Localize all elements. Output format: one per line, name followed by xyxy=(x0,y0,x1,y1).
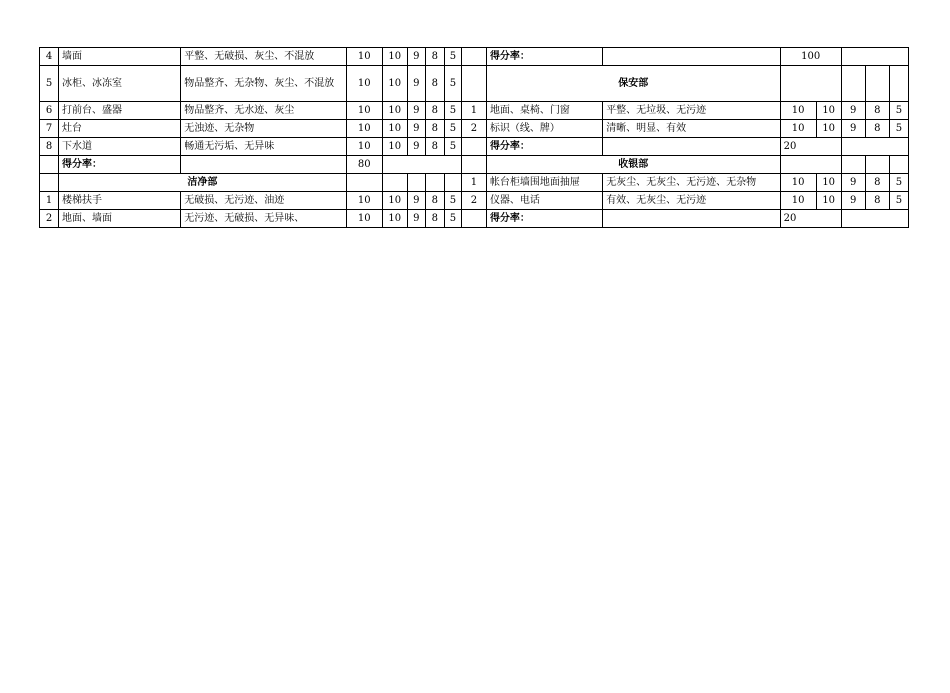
right-empty-cell xyxy=(461,156,486,174)
left-item-name: 打前台、盛器 xyxy=(59,102,181,120)
right-item-name: 地面、桌椅、门窗 xyxy=(486,102,602,120)
left-score: 9 xyxy=(407,192,425,210)
right-item-standard: 平整、无垃圾、无污迹 xyxy=(603,102,780,120)
right-empty-cell xyxy=(603,138,780,156)
right-item-number: 1 xyxy=(461,174,486,192)
left-score: 10 xyxy=(382,192,407,210)
right-score-rate-label: 得分率： xyxy=(486,138,602,156)
right-score: 9 xyxy=(841,174,865,192)
left-score: 8 xyxy=(425,120,444,138)
right-score: 10 xyxy=(780,120,816,138)
left-item-number: 2 xyxy=(40,210,59,228)
left-item-standard: 畅通无污垢、无异味 xyxy=(181,138,346,156)
left-score: 5 xyxy=(444,210,461,228)
left-empty-cell xyxy=(40,156,59,174)
right-score: 10 xyxy=(816,174,841,192)
left-empty-cell xyxy=(346,174,382,192)
left-item-name: 地面、墙面 xyxy=(59,210,181,228)
right-score: 10 xyxy=(816,192,841,210)
left-score: 5 xyxy=(444,192,461,210)
left-score: 10 xyxy=(382,48,407,66)
right-score: 5 xyxy=(889,120,908,138)
left-item-number: 8 xyxy=(40,138,59,156)
left-empty-cell xyxy=(382,156,461,174)
right-score-rate-label: 得分率： xyxy=(486,210,602,228)
right-score-rate-value: 20 xyxy=(780,210,841,228)
right-score: 5 xyxy=(889,102,908,120)
left-item-number: 1 xyxy=(40,192,59,210)
right-item-number: 2 xyxy=(461,192,486,210)
right-empty-cell xyxy=(889,156,908,174)
left-score: 10 xyxy=(346,192,382,210)
right-section-header-security: 保安部 xyxy=(486,66,780,102)
right-score-rate-label: 得分率： xyxy=(486,48,602,66)
table-row xyxy=(40,102,909,120)
left-score: 10 xyxy=(382,210,407,228)
right-empty-cell xyxy=(780,156,841,174)
right-empty-cell xyxy=(889,66,908,102)
left-score: 8 xyxy=(425,192,444,210)
right-score: 10 xyxy=(780,192,816,210)
table-row xyxy=(40,66,909,102)
left-score: 10 xyxy=(382,66,407,102)
left-score: 10 xyxy=(382,120,407,138)
table-row xyxy=(40,138,909,156)
left-item-name: 墙面 xyxy=(59,48,181,66)
right-score: 5 xyxy=(889,174,908,192)
left-empty-cell xyxy=(181,156,346,174)
right-empty-cell xyxy=(603,210,780,228)
left-score: 10 xyxy=(346,138,382,156)
right-empty-cell xyxy=(603,48,780,66)
right-score: 10 xyxy=(780,102,816,120)
left-score-rate-label: 得分率： xyxy=(59,156,181,174)
left-score: 8 xyxy=(425,48,444,66)
right-score: 10 xyxy=(816,102,841,120)
left-empty-cell xyxy=(40,174,59,192)
left-score: 5 xyxy=(444,120,461,138)
right-empty-cell xyxy=(841,156,865,174)
right-item-standard: 有效、无灰尘、无污迹 xyxy=(603,192,780,210)
left-item-name: 灶台 xyxy=(59,120,181,138)
right-score: 10 xyxy=(780,174,816,192)
left-section-header-cleaning: 洁净部 xyxy=(59,174,347,192)
left-item-number: 4 xyxy=(40,48,59,66)
left-score: 9 xyxy=(407,48,425,66)
table-row xyxy=(40,48,909,66)
left-score: 10 xyxy=(346,210,382,228)
right-score: 9 xyxy=(841,192,865,210)
left-item-standard: 物品整齐、无杂物、灰尘、不混放 xyxy=(181,66,346,102)
left-item-name: 下水道 xyxy=(59,138,181,156)
left-score: 5 xyxy=(444,48,461,66)
right-item-name: 仪器、电话 xyxy=(486,192,602,210)
right-section-header-cashier: 收银部 xyxy=(486,156,780,174)
left-score: 10 xyxy=(382,102,407,120)
right-empty-cell xyxy=(841,66,865,102)
left-score: 9 xyxy=(407,102,425,120)
right-item-name: 帐台柜墙围地面抽屉 xyxy=(486,174,602,192)
right-score: 8 xyxy=(865,174,889,192)
left-score: 5 xyxy=(444,102,461,120)
left-empty-cell xyxy=(382,174,407,192)
right-score: 9 xyxy=(841,102,865,120)
left-score: 9 xyxy=(407,138,425,156)
right-score-rate-value: 100 xyxy=(780,48,841,66)
table-row xyxy=(40,210,909,228)
right-score: 10 xyxy=(816,120,841,138)
left-item-standard: 平整、无破损、灰尘、不混放 xyxy=(181,48,346,66)
inspection-score-table xyxy=(39,47,909,228)
left-score: 8 xyxy=(425,210,444,228)
right-empty-cell xyxy=(461,210,486,228)
left-item-name: 冰柜、冰冻室 xyxy=(59,66,181,102)
left-score: 10 xyxy=(346,66,382,102)
left-item-number: 6 xyxy=(40,102,59,120)
left-score: 10 xyxy=(346,102,382,120)
left-item-standard: 无浊迹、无杂物 xyxy=(181,120,346,138)
table-row xyxy=(40,174,909,192)
left-score: 10 xyxy=(346,120,382,138)
right-score: 8 xyxy=(865,192,889,210)
left-item-number: 5 xyxy=(40,66,59,102)
left-score: 8 xyxy=(425,138,444,156)
right-score: 5 xyxy=(889,192,908,210)
left-item-number: 7 xyxy=(40,120,59,138)
left-empty-cell xyxy=(444,174,461,192)
right-empty-cell xyxy=(865,66,889,102)
left-score-rate-value: 80 xyxy=(346,156,382,174)
right-item-number: 1 xyxy=(461,102,486,120)
left-score: 5 xyxy=(444,66,461,102)
left-score: 8 xyxy=(425,102,444,120)
right-empty-cell xyxy=(780,66,841,102)
right-item-standard: 清晰、明显、有效 xyxy=(603,120,780,138)
left-score: 9 xyxy=(407,66,425,102)
right-empty-cell xyxy=(461,138,486,156)
right-empty-cell xyxy=(841,210,908,228)
right-item-number: 2 xyxy=(461,120,486,138)
left-score: 10 xyxy=(382,138,407,156)
left-score: 10 xyxy=(346,48,382,66)
right-score: 9 xyxy=(841,120,865,138)
left-empty-cell xyxy=(407,174,425,192)
right-empty-cell xyxy=(461,66,486,102)
left-score: 5 xyxy=(444,138,461,156)
left-score: 8 xyxy=(425,66,444,102)
right-empty-cell xyxy=(461,48,486,66)
right-empty-cell xyxy=(841,48,908,66)
right-score-rate-value: 20 xyxy=(780,138,841,156)
left-empty-cell xyxy=(425,174,444,192)
left-item-standard: 无破损、无污迹、油迹 xyxy=(181,192,346,210)
left-item-standard: 无污迹、无破损、无异味、 xyxy=(181,210,346,228)
right-score: 8 xyxy=(865,102,889,120)
right-empty-cell xyxy=(841,138,908,156)
left-item-standard: 物品整齐、无水迹、灰尘 xyxy=(181,102,346,120)
right-item-name: 标识（线、牌） xyxy=(486,120,602,138)
right-empty-cell xyxy=(865,156,889,174)
table-row xyxy=(40,192,909,210)
right-item-standard: 无灰尘、无灰尘、无污迹、无杂物 xyxy=(603,174,780,192)
left-score: 9 xyxy=(407,210,425,228)
left-item-name: 楼梯扶手 xyxy=(59,192,181,210)
table-row xyxy=(40,120,909,138)
right-score: 8 xyxy=(865,120,889,138)
table-row xyxy=(40,156,909,174)
left-score: 9 xyxy=(407,120,425,138)
